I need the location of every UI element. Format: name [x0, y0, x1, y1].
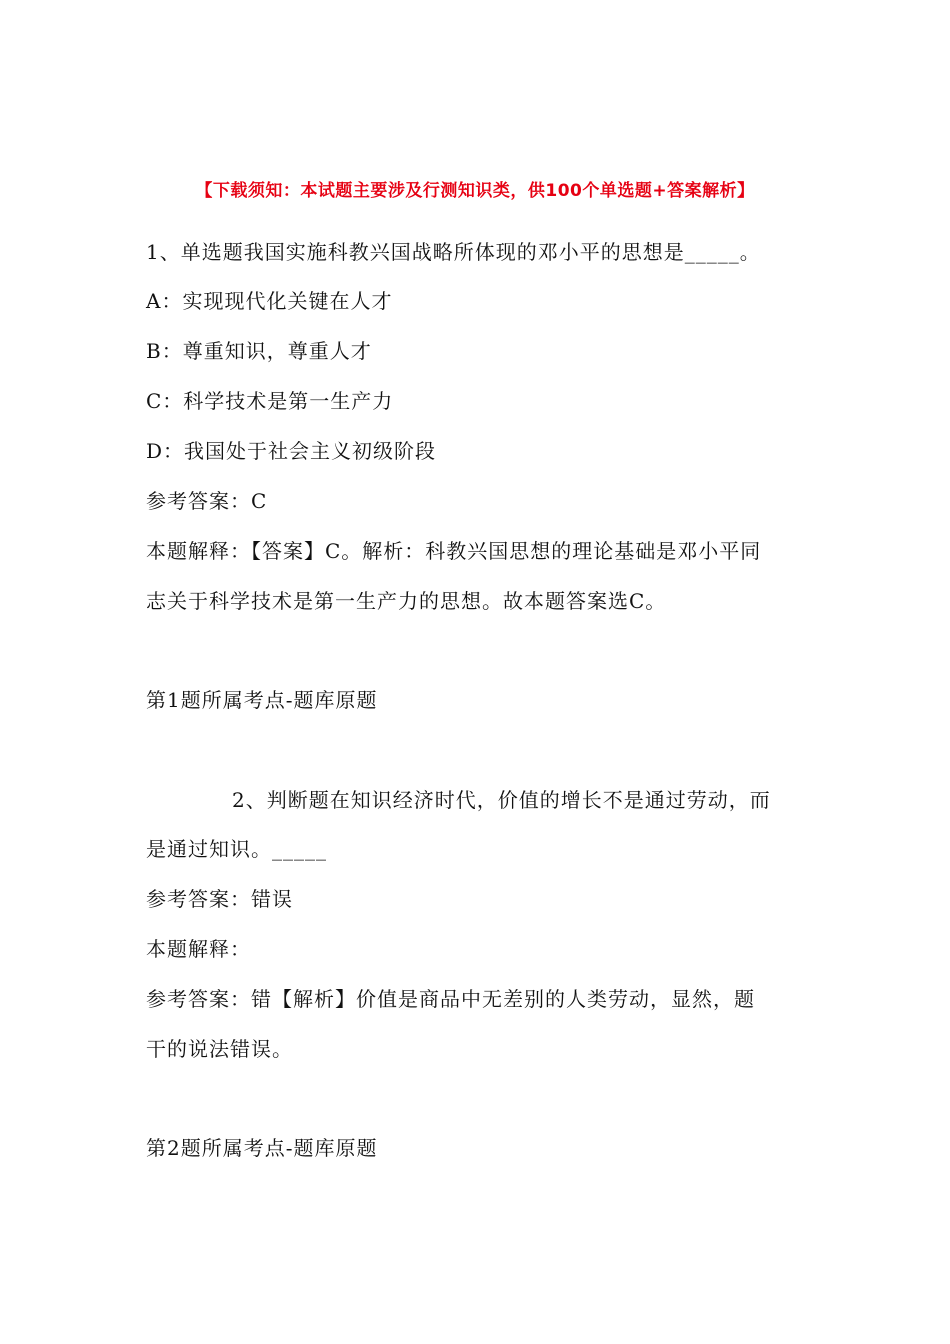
download-notice: 【下载须知：本试题主要涉及行测知识类，供100个单选题+答案解析】: [195, 181, 755, 201]
q1-stem: 1、单选题我国实施科教兴国战略所体现的邓小平的思想是_____。: [146, 240, 761, 264]
q2-stem-line2: 是通过知识。_____: [146, 837, 327, 861]
q1-explanation-line1: 本题解释：【答案】C。解析：科教兴国思想的理论基础是邓小平同: [146, 539, 762, 563]
q2-answer: 参考答案：错误: [146, 887, 293, 911]
q2-explanation-label: 本题解释：: [146, 937, 251, 961]
q2-explanation-line1: 参考答案：错【解析】价值是商品中无差别的人类劳动，显然，题: [146, 987, 755, 1011]
q2-explanation-line2: 干的说法错误。: [146, 1037, 293, 1061]
q2-topic: 第2题所属考点-题库原题: [146, 1136, 378, 1160]
q1-option-c: C：科学技术是第一生产力: [146, 389, 394, 413]
q1-option-b: B：尊重知识，尊重人才: [146, 339, 372, 363]
q1-answer: 参考答案：C: [146, 489, 268, 513]
q1-option-d: D：我国处于社会主义初级阶段: [146, 439, 437, 463]
q1-option-a: A：实现现代化关键在人才: [146, 289, 393, 313]
q2-stem-line1: 2、判断题在知识经济时代，价值的增长不是通过劳动，而: [232, 788, 771, 812]
q1-explanation-line2: 志关于科学技术是第一生产力的思想。故本题答案选C。: [146, 589, 667, 613]
q1-topic: 第1题所属考点-题库原题: [146, 688, 378, 712]
